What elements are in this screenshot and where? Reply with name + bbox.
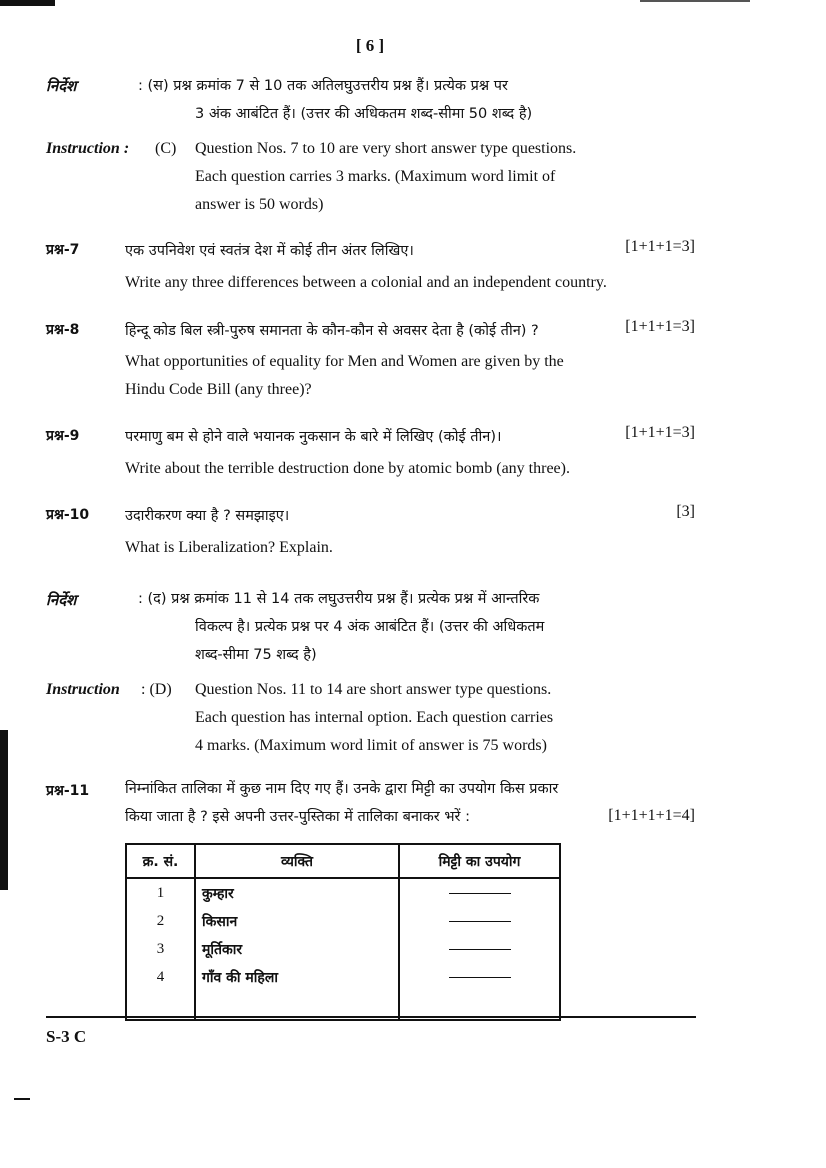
serial-number: 1: [126, 878, 195, 907]
paper-code: S-3 C: [46, 1027, 87, 1046]
person-name: मूर्तिकार: [195, 935, 399, 963]
instruction-d-english-line3: 4 marks. (Maximum word limit of answer is 75 words): [195, 737, 547, 754]
scan-mark: [0, 730, 8, 890]
instruction-d-hindi-line3: शब्द-सीमा 75 शब्द है): [195, 647, 317, 663]
answer-blank: [399, 878, 560, 907]
serial-number: 2: [126, 907, 195, 935]
table-header: क्र. सं.: [126, 844, 195, 878]
scan-mark: [14, 1098, 30, 1100]
instruction-label-english: Instruction :: [46, 140, 130, 157]
question-hindi: हिन्दू कोड बिल स्त्री-पुरुष समानता के कौन-कौन से अवसर देता है (कोई तीन) ?: [125, 323, 539, 339]
question-hindi: परमाणु बम से होने वाले भयानक नुकसान के बारे में लिखिए (कोई तीन)।: [125, 429, 502, 445]
instruction-d-hindi-line2: विकल्प है। प्रत्येक प्रश्न पर 4 अंक आबंटित हैं। (उत्तर की अधिकतम: [195, 619, 545, 635]
instruction-label-english: Instruction: [46, 681, 120, 698]
question-english: What is Liberalization? Explain.: [125, 539, 333, 556]
question-number: प्रश्न-11: [46, 783, 90, 799]
question-number: प्रश्न-9: [46, 428, 80, 444]
soil-use-table: [125, 843, 561, 1021]
instruction-d-english-line2: Each question has internal option. Each question carries: [195, 709, 554, 726]
question-hindi: उदारीकरण क्या है ? समझाइए।: [125, 508, 290, 524]
instruction-c-hindi-line2: 3 अंक आबंटित हैं। (उत्तर की अधिकतम शब्द-सीमा 50 शब्द है): [195, 106, 533, 122]
serial-number: 3: [126, 935, 195, 963]
question-marks: [1+1+1=3]: [625, 238, 695, 255]
question-hindi: निम्नांकित तालिका में कुछ नाम दिए गए हैं। उनके द्वारा मिट्टी का उपयोग किस प्रकार: [125, 781, 559, 797]
question-marks: [1+1+1=3]: [625, 318, 695, 335]
question-marks: [1+1+1+1=4]: [608, 807, 695, 824]
instruction-label-hindi: निर्देश: [46, 77, 77, 95]
instruction-d-marker: : (D): [141, 681, 172, 698]
table-row: [126, 878, 560, 907]
table-row: [126, 935, 560, 963]
instruction-d-hindi-line1: : (द) प्रश्न क्रमांक 11 से 14 तक लघुउत्तरीय प्रश्न हैं। प्रत्येक प्रश्न में आन्तरिक: [138, 591, 540, 607]
serial-number: 4: [126, 963, 195, 991]
person-name: गाँव की महिला: [195, 963, 399, 991]
page-number: [ 6 ]: [355, 36, 385, 55]
person-name: किसान: [195, 907, 399, 935]
question-number: प्रश्न-8: [46, 322, 80, 338]
instruction-c-english-line2: Each question carries 3 marks. (Maximum word limit of: [195, 168, 556, 185]
answer-blank: [399, 935, 560, 963]
instruction-label-hindi: निर्देश: [46, 591, 77, 609]
table-row: [126, 963, 560, 991]
question-hindi: किया जाता है ? इसे अपनी उत्तर-पुस्तिका में तालिका बनाकर भरें :: [125, 809, 470, 825]
scan-mark: [640, 0, 750, 2]
footer-rule: [46, 1016, 696, 1018]
instruction-c-english-line3: answer is 50 words): [195, 196, 324, 213]
table-header: मिट्टी का उपयोग: [399, 844, 560, 878]
instruction-d-english-line1: Question Nos. 11 to 14 are short answer type questions.: [195, 681, 552, 698]
instruction-c-english-line1: Question Nos. 7 to 10 are very short answer type questions.: [195, 140, 577, 157]
answer-blank: [399, 963, 560, 991]
person-name: कुम्हार: [195, 878, 399, 907]
question-english: Write about the terrible destruction done by atomic bomb (any three).: [125, 460, 570, 477]
table-row: [126, 907, 560, 935]
question-number: प्रश्न-7: [46, 242, 80, 258]
question-marks: [1+1+1=3]: [625, 424, 695, 441]
question-number: प्रश्न-10: [46, 507, 90, 523]
question-marks: [3]: [676, 503, 695, 520]
question-english: What opportunities of equality for Men and Women are given by the: [125, 353, 564, 370]
scan-mark: [0, 0, 55, 6]
instruction-c-marker: (C): [155, 140, 177, 157]
instruction-c-hindi-line1: : (स) प्रश्न क्रमांक 7 से 10 तक अतिलघुउत्तरीय प्रश्न हैं। प्रत्येक प्रश्न पर: [138, 78, 508, 94]
question-english: Hindu Code Bill (any three)?: [125, 381, 312, 398]
answer-blank: [399, 907, 560, 935]
question-english: Write any three differences between a colonial and an independent country.: [125, 274, 607, 291]
question-hindi: एक उपनिवेश एवं स्वतंत्र देश में कोई तीन अंतर लिखिए।: [125, 243, 414, 259]
table-header: व्यक्ति: [195, 844, 399, 878]
